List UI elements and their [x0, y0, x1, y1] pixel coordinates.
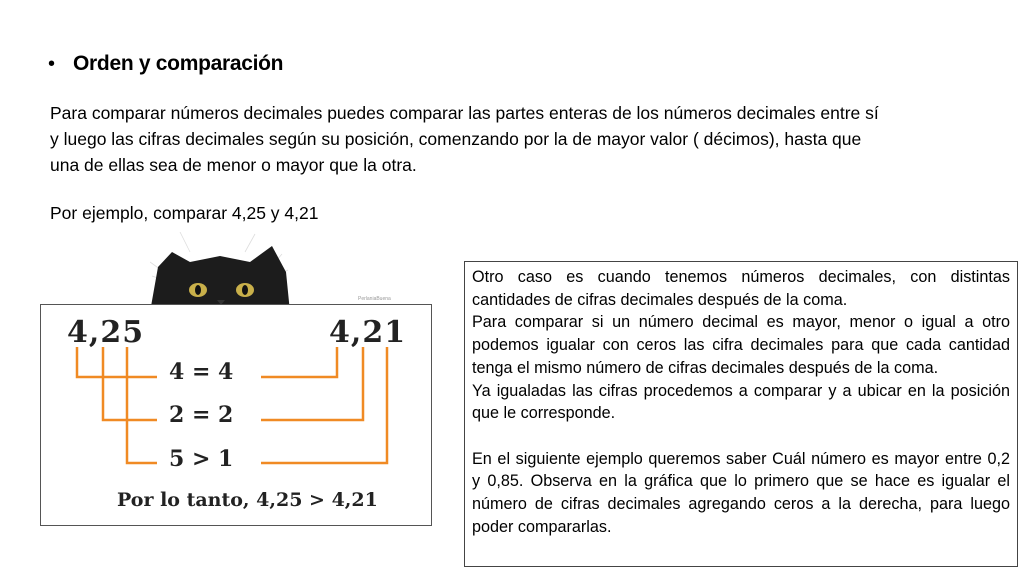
intro-line: una de ellas sea de menor o mayor que la otra. [50, 155, 417, 175]
intro-line: y luego las cifras decimales según su posición, comenzando por la de mayor valor ( décimos), hasta que [50, 129, 862, 149]
textbox-paragraph: Ya igualadas las cifras procedemos a comparar y a ubicar en la posición que le corresponde. [472, 381, 1010, 423]
intro-line: Para comparar números decimales puedes comparar las partes enteras de los números decimales entre sí [50, 103, 879, 123]
textbox-paragraph: En el siguiente ejemplo queremos saber Cuál número es mayor entre 0,2 y 0,85. Observa en la gráfica que lo primero que se hace es igualar el número de cifras decimales agregando ceros a la derecha, para luego poder compararlas. [472, 449, 1010, 536]
comparison-figure [40, 304, 432, 526]
intro-paragraph [50, 100, 980, 178]
image-watermark: PerlaniaBuena [358, 296, 391, 302]
cat-image [150, 232, 290, 312]
bullet-point: • [48, 52, 56, 75]
example-text: Por ejemplo, comparar 4,25 y 4,21 [50, 203, 319, 223]
comparison-hundredths: 5 > 1 [169, 446, 234, 472]
section-heading: Orden y comparación [73, 52, 284, 75]
paragraph-gap [472, 425, 1010, 448]
number-right: 4,21 [329, 315, 407, 350]
comparison-tenths: 2 = 2 [169, 402, 234, 428]
number-left: 4,25 [67, 315, 145, 350]
textbox-paragraph: Otro caso es cuando tenemos números decimales, con distintas cantidades de cifras decimales después de la coma. [472, 268, 1010, 309]
comparison-conclusion: Por lo tanto, 4,25 > 4,21 [117, 489, 378, 511]
comparison-units: 4 = 4 [169, 359, 234, 385]
section-heading-row [48, 52, 283, 76]
textbox-paragraph: Para comparar si un número decimal es mayor, menor o igual a otro podemos igualar con ceros las cifra decimales para que cada cantidad tenga el mismo número de cifras decimales después de la coma. [472, 313, 1010, 377]
explanation-textbox [464, 261, 1018, 567]
